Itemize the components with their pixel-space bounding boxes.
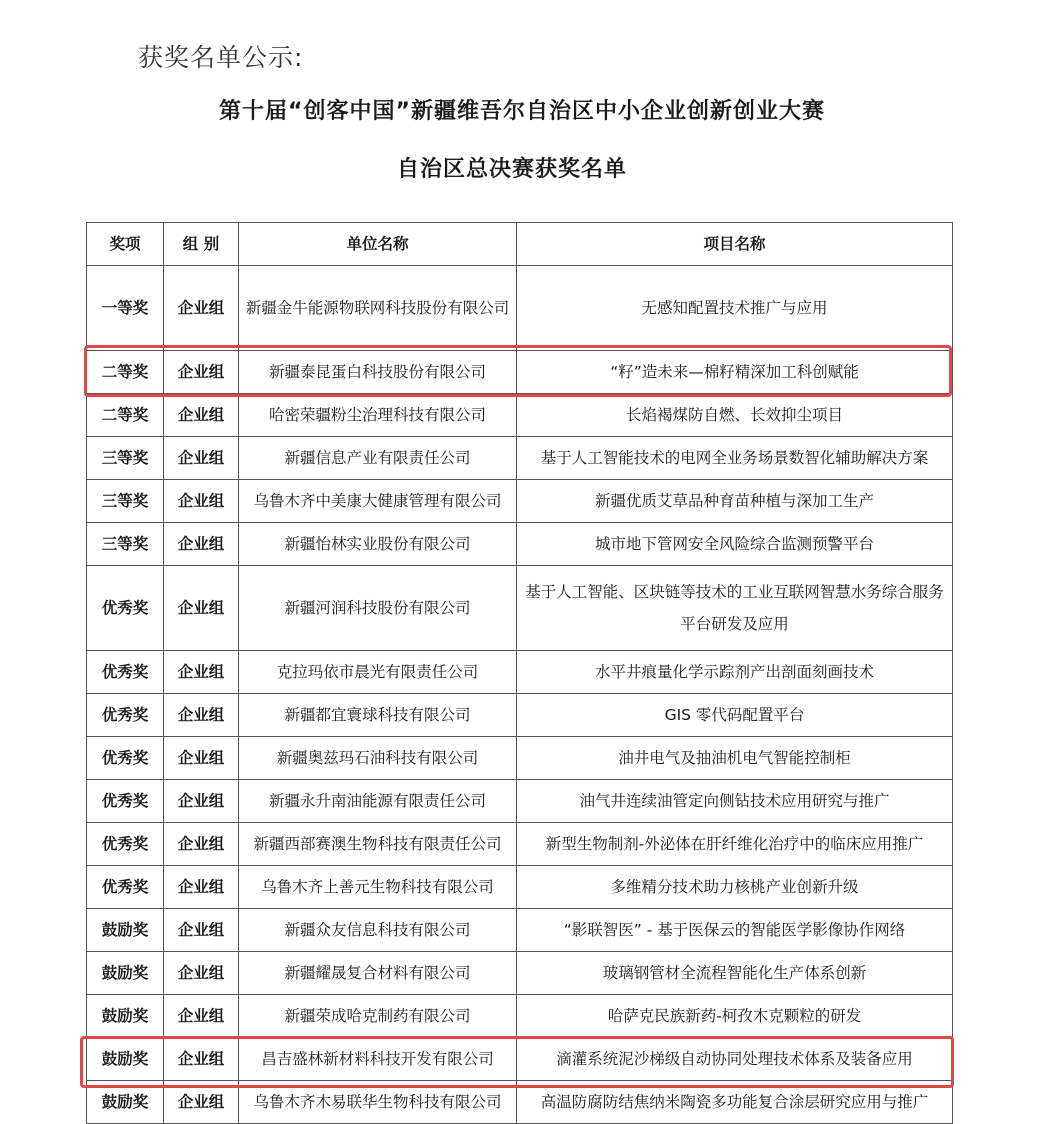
company-cell: 新疆河润科技股份有限公司 [239, 566, 517, 651]
project-cell: 新疆优质艾草品种育苗种植与深加工生产 [517, 480, 953, 523]
project-cell: 长焰褐煤防自燃、长效抑尘项目 [517, 394, 953, 437]
company-cell: 克拉玛依市晨光有限责任公司 [239, 651, 517, 694]
company-cell: 新疆耀晟复合材料有限公司 [239, 952, 517, 995]
award-cell: 鼓励奖 [87, 995, 164, 1038]
award-cell: 一等奖 [87, 266, 164, 351]
project-cell: 水平井痕量化学示踪剂产出剖面刻画技术 [517, 651, 953, 694]
award-cell: 优秀奖 [87, 694, 164, 737]
group-cell: 企业组 [164, 995, 239, 1038]
group-cell: 企业组 [164, 1038, 239, 1081]
company-cell: 新疆信息产业有限责任公司 [239, 437, 517, 480]
award-cell: 三等奖 [87, 437, 164, 480]
group-cell: 企业组 [164, 437, 239, 480]
group-cell: 企业组 [164, 523, 239, 566]
company-cell: 乌鲁木齐木易联华生物科技有限公司 [239, 1081, 517, 1124]
table-row [87, 780, 953, 823]
group-cell: 企业组 [164, 694, 239, 737]
highlight-box-second-prize [84, 345, 952, 397]
company-cell: 新疆西部赛澳生物科技有限责任公司 [239, 823, 517, 866]
document-subtitle: 自治区总决赛获奖名单 [396, 157, 627, 182]
table-row [87, 566, 953, 651]
project-cell: 基于人工智能、区块链等技术的工业互联网智慧水务综合服务平台研发及应用 [517, 566, 953, 651]
award-cell: 二等奖 [87, 351, 164, 394]
group-cell: 企业组 [164, 909, 239, 952]
company-cell: 新疆都宜寰球科技有限公司 [239, 694, 517, 737]
group-cell: 企业组 [164, 952, 239, 995]
project-cell: GIS 零代码配置平台 [517, 694, 953, 737]
project-cell: 哈萨克民族新药-柯孜木克颗粒的研发 [517, 995, 953, 1038]
company-cell: 哈密荣疆粉尘治理科技有限公司 [239, 394, 517, 437]
table-row [87, 266, 953, 351]
group-cell: 企业组 [164, 737, 239, 780]
award-cell: 二等奖 [87, 394, 164, 437]
project-cell: 油井电气及抽油机电气智能控制柜 [517, 737, 953, 780]
project-cell: 城市地下管网安全风险综合监测预警平台 [517, 523, 953, 566]
table-row [87, 823, 953, 866]
table-row [87, 737, 953, 780]
group-cell: 企业组 [164, 480, 239, 523]
table-row [87, 952, 953, 995]
header-group: 组 别 [164, 223, 239, 266]
group-cell: 企业组 [164, 823, 239, 866]
table-row [87, 694, 953, 737]
award-cell: 优秀奖 [87, 780, 164, 823]
company-cell: 新疆众友信息科技有限公司 [239, 909, 517, 952]
group-cell: 企业组 [164, 866, 239, 909]
table-row [87, 437, 953, 480]
table-row [87, 866, 953, 909]
company-cell: 乌鲁木齐中美康大健康管理有限公司 [239, 480, 517, 523]
project-cell: 多维精分技术助力核桃产业创新升级 [517, 866, 953, 909]
company-cell: 新疆怡林实业股份有限公司 [239, 523, 517, 566]
company-cell: 新疆奥兹玛石油科技有限公司 [239, 737, 517, 780]
award-cell: 三等奖 [87, 523, 164, 566]
highlight-box-encouragement [80, 1036, 954, 1088]
company-cell: 昌吉盛林新材料科技开发有限公司 [239, 1038, 517, 1081]
company-cell: 新疆金牛能源物联网科技股份有限公司 [239, 266, 517, 351]
group-cell: 企业组 [164, 651, 239, 694]
document-title: 第十届“创客中国”新疆维吾尔自治区中小企业创新创业大赛 [219, 99, 825, 124]
company-cell: 新疆泰昆蛋白科技股份有限公司 [239, 351, 517, 394]
group-cell: 企业组 [164, 566, 239, 651]
project-cell: “影联智医” - 基于医保云的智能医学影像协作网络 [517, 909, 953, 952]
group-cell: 企业组 [164, 266, 239, 351]
award-cell: 优秀奖 [87, 823, 164, 866]
project-cell: 无感知配置技术推广与应用 [517, 266, 953, 351]
header-project: 项目名称 [517, 223, 953, 266]
award-cell: 鼓励奖 [87, 1038, 164, 1081]
table-row [87, 523, 953, 566]
table-row [87, 394, 953, 437]
award-cell: 优秀奖 [87, 737, 164, 780]
award-cell: 优秀奖 [87, 566, 164, 651]
project-cell: 玻璃钢管材全流程智能化生产体系创新 [517, 952, 953, 995]
table-row [87, 651, 953, 694]
company-cell: 新疆永升南油能源有限责任公司 [239, 780, 517, 823]
project-cell: “籽”造未来—棉籽精深加工科创赋能 [517, 351, 953, 394]
group-cell: 企业组 [164, 1081, 239, 1124]
table-row [87, 995, 953, 1038]
notice-heading: 获奖名单公示: [138, 43, 304, 72]
project-cell: 油气井连续油管定向侧钻技术应用研究与推广 [517, 780, 953, 823]
company-cell: 乌鲁木齐上善元生物科技有限公司 [239, 866, 517, 909]
table-row [87, 480, 953, 523]
table-row [87, 909, 953, 952]
group-cell: 企业组 [164, 394, 239, 437]
award-cell: 鼓励奖 [87, 952, 164, 995]
award-cell: 优秀奖 [87, 651, 164, 694]
table-header-row [87, 223, 953, 266]
project-cell: 高温防腐防结焦纳米陶瓷多功能复合涂层研究应用与推广 [517, 1081, 953, 1124]
project-cell: 基于人工智能技术的电网全业务场景数智化辅助解决方案 [517, 437, 953, 480]
group-cell: 企业组 [164, 351, 239, 394]
header-award: 奖项 [87, 223, 164, 266]
project-cell: 新型生物制剂-外泌体在肝纤维化治疗中的临床应用推广 [517, 823, 953, 866]
project-cell: 滴灌系统泥沙梯级自动协同处理技术体系及装备应用 [517, 1038, 953, 1081]
award-cell: 三等奖 [87, 480, 164, 523]
award-cell: 优秀奖 [87, 866, 164, 909]
award-cell: 鼓励奖 [87, 909, 164, 952]
award-cell: 鼓励奖 [87, 1081, 164, 1124]
group-cell: 企业组 [164, 780, 239, 823]
header-company: 单位名称 [239, 223, 517, 266]
company-cell: 新疆荣成哈克制药有限公司 [239, 995, 517, 1038]
